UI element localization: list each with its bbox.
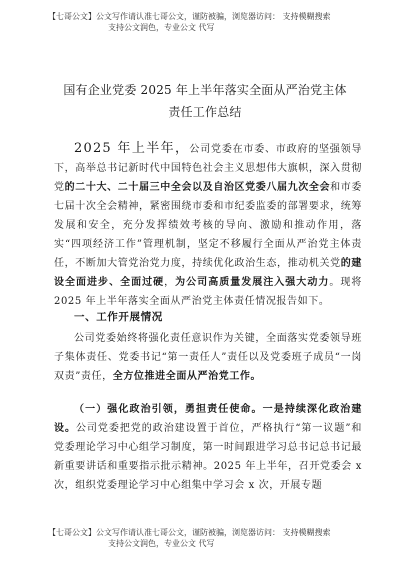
responsibility-text: 公司党委始终将强化责任意识作为关键，全面落实党委领导班子集体责任、党委书记“第一责任人”责任以及党委班子成员“一岗双责”责任， <box>54 333 362 382</box>
intro-lead: 2025 年上半年， <box>74 141 190 156</box>
footer-banner-line1: 【七哥公文】公文写作请认准七哥公文，谨防被骗，浏览器访问： 支持模糊搜索 <box>48 528 331 537</box>
header-banner-line2: 支持公文润色，专业公文 代写 <box>108 23 215 32</box>
intro-text-3: ， <box>164 277 176 288</box>
paragraph-intro <box>54 139 362 311</box>
intro-bold-1: 的二十大、二十届三中全会以及自治区党委八届九次全会 <box>64 182 331 193</box>
intro-text-2: 和市委七届十次全会精神，紧密围绕市委和市纪委监委的部署要求，统筹发展和安全，充分发挥绩效考核的导向、激励和推动作用，落实“四项经济工作”管理机制，坚定不移履行全面从严治党主体责任，不断加大管党治党力度，持续优化政治生态，推动机关党 <box>54 182 362 269</box>
header-banner-line1: 【七哥公文】公文写作请认准七哥公文，谨防被骗，浏览器访问： 支持模糊搜索 <box>48 12 331 21</box>
section-heading-1: 一、工作开展情况 <box>74 311 163 323</box>
intro-text-1: 公司党委在市委、市政府的坚强领导下，高举总书记新时代中国特色社会主义思想伟大旗帜，深入贯彻党 <box>54 144 363 193</box>
paragraph-political-leadership <box>54 400 362 495</box>
subheading-1: （一）强化政治引领，勇担责任使命。一是持续深化政治建设。 <box>54 404 362 434</box>
intro-bold-3: 为公司高质量发展注入强大动力 <box>175 277 330 288</box>
intro-text-4: 。现将 2025 年上半年落实全面从严治党主体责任情况报告如下。 <box>54 277 362 307</box>
political-text: 公司党委把党的政治建设置于首位，严格执行“第一议题”和党委理论学习中心组学习制度，第一时间跟进学习总书记总书记最新重要讲话和重要指示批示精神。2025 年上半年，召开党委会 x 次，组织党委理论学习中心组集中学习会 x 次，开展专题 <box>54 423 362 491</box>
footer-banner-line2: 支持公文润色，专业公文 代写 <box>108 539 215 548</box>
responsibility-bold: 全方位推进全面从严治党工作。 <box>112 371 262 382</box>
intro-bold-2: 的建设全面进步、全面过硬 <box>54 258 363 288</box>
paragraph-responsibility <box>54 329 362 386</box>
document-title: 国有企业党委 2025 年上半年落实全面从严治党主体责任工作总结 <box>63 83 347 119</box>
